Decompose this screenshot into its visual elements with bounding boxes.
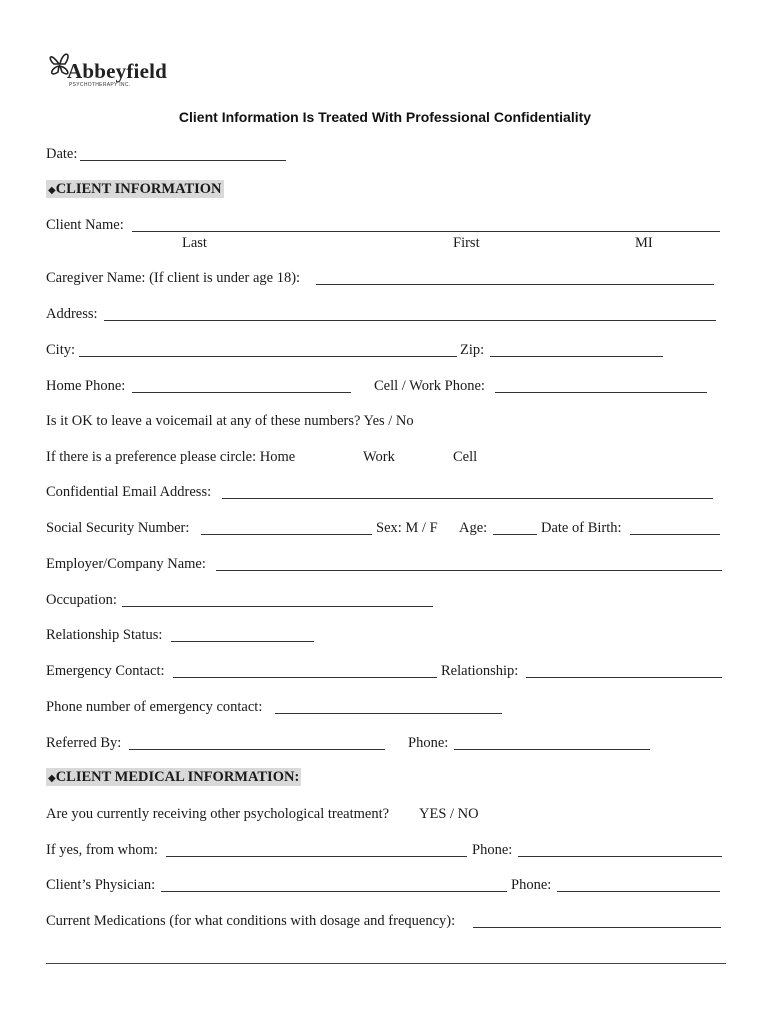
referred-by-field[interactable]	[129, 749, 385, 750]
name-last-label: Last	[182, 235, 207, 251]
employer-label: Employer/Company Name:	[46, 556, 206, 572]
caregiver-label: Caregiver Name: (If client is under age 18):	[46, 270, 301, 286]
treatment-question: Are you currently receiving other psychological treatment?	[46, 806, 390, 822]
zip-label: Zip:	[460, 342, 485, 358]
client-name-label: Client Name:	[46, 217, 124, 233]
treatment-options[interactable]: YES / NO	[419, 806, 479, 822]
if-yes-label: If yes, from whom:	[46, 842, 158, 858]
diamond-bullet-icon: ◆	[48, 185, 56, 196]
emergency-contact-label: Emergency Contact:	[46, 663, 165, 679]
address-field[interactable]	[104, 320, 716, 321]
if-yes-field[interactable]	[166, 856, 467, 857]
client-name-row	[46, 215, 724, 235]
referrer-phone-label: Phone:	[408, 735, 449, 751]
client-name-field[interactable]	[132, 231, 720, 232]
if-yes-row	[46, 840, 724, 860]
occupation-label: Occupation:	[46, 592, 117, 608]
email-row	[46, 482, 724, 502]
home-phone-label: Home Phone:	[46, 378, 126, 394]
home-phone-field[interactable]	[132, 392, 351, 393]
employer-field[interactable]	[216, 570, 722, 571]
emergency-contact-field[interactable]	[173, 677, 437, 678]
emergency-phone-row	[46, 697, 724, 717]
date-label: Date:	[46, 146, 78, 162]
address-label: Address:	[46, 306, 98, 322]
date-row	[46, 144, 724, 164]
treatment-phone-label: Phone:	[472, 842, 513, 858]
referred-by-row	[46, 733, 724, 753]
preference-label[interactable]: If there is a preference please circle: Home	[46, 449, 296, 465]
relationship-field[interactable]	[526, 677, 722, 678]
employer-row	[46, 554, 724, 574]
medications-row	[46, 911, 724, 931]
date-field[interactable]	[80, 160, 286, 161]
city-label: City:	[46, 342, 76, 358]
email-field[interactable]	[222, 498, 713, 499]
caregiver-row	[46, 268, 724, 288]
name-first-label: First	[453, 235, 480, 251]
medications-label: Current Medications (for what conditions with dosage and frequency):	[46, 913, 456, 929]
city-field[interactable]	[79, 356, 457, 357]
cell-phone-label: Cell / Work Phone:	[374, 378, 485, 394]
relationship-status-field[interactable]	[171, 641, 314, 642]
relationship-status-row	[46, 625, 724, 645]
sex-label[interactable]: Sex: M / F	[376, 520, 438, 536]
voicemail-question[interactable]: Is it OK to leave a voicemail at any of these numbers? Yes / No	[46, 413, 414, 429]
ssn-field[interactable]	[201, 534, 372, 535]
name-mi-label: MI	[635, 235, 653, 251]
section-medical-title: CLIENT MEDICAL INFORMATION:	[55, 769, 300, 785]
occupation-row	[46, 590, 724, 610]
logo-subtitle: PSYCHOTHERAPY INC.	[69, 82, 131, 88]
preference-work[interactable]: Work	[363, 449, 395, 465]
physician-phone-field[interactable]	[557, 891, 720, 892]
city-zip-row	[46, 340, 724, 360]
physician-field[interactable]	[161, 891, 507, 892]
physician-phone-label: Phone:	[511, 877, 552, 893]
dob-label: Date of Birth:	[541, 520, 622, 536]
referred-by-label: Referred By:	[46, 735, 122, 751]
preference-cell[interactable]: Cell	[453, 449, 478, 465]
diamond-bullet-icon: ◆	[48, 773, 56, 784]
age-label: Age:	[459, 520, 488, 536]
address-row	[46, 304, 724, 324]
cell-phone-field[interactable]	[495, 392, 707, 393]
preference-row	[46, 447, 724, 467]
abbeyfield-logo	[47, 48, 177, 90]
page-title: Client Information Is Treated With Professional Confidentiality	[178, 109, 592, 125]
treatment-row	[46, 804, 724, 824]
occupation-field[interactable]	[122, 606, 433, 607]
age-field[interactable]	[493, 534, 537, 535]
caregiver-field[interactable]	[316, 284, 714, 285]
voicemail-row	[46, 411, 724, 431]
physician-row	[46, 875, 724, 895]
zip-field[interactable]	[490, 356, 663, 357]
dob-field[interactable]	[630, 534, 720, 535]
section-client-information-title: CLIENT INFORMATION	[55, 181, 222, 197]
relationship-status-label: Relationship Status:	[46, 627, 163, 643]
ssn-row	[46, 518, 724, 538]
emergency-phone-field[interactable]	[275, 713, 502, 714]
medications-continuation-line[interactable]	[46, 963, 726, 964]
logo-wordmark: Abbeyfield	[67, 59, 168, 83]
emergency-contact-row	[46, 661, 724, 681]
medications-field[interactable]	[473, 927, 721, 928]
section-client-medical-information	[46, 768, 301, 786]
relationship-label: Relationship:	[441, 663, 519, 679]
ssn-label: Social Security Number:	[46, 520, 190, 536]
treatment-phone-field[interactable]	[518, 856, 722, 857]
email-label: Confidential Email Address:	[46, 484, 212, 500]
physician-label: Client’s Physician:	[46, 877, 156, 893]
phones-row	[46, 376, 724, 396]
emergency-phone-label: Phone number of emergency contact:	[46, 699, 263, 715]
section-client-information	[46, 180, 224, 198]
referrer-phone-field[interactable]	[454, 749, 650, 750]
